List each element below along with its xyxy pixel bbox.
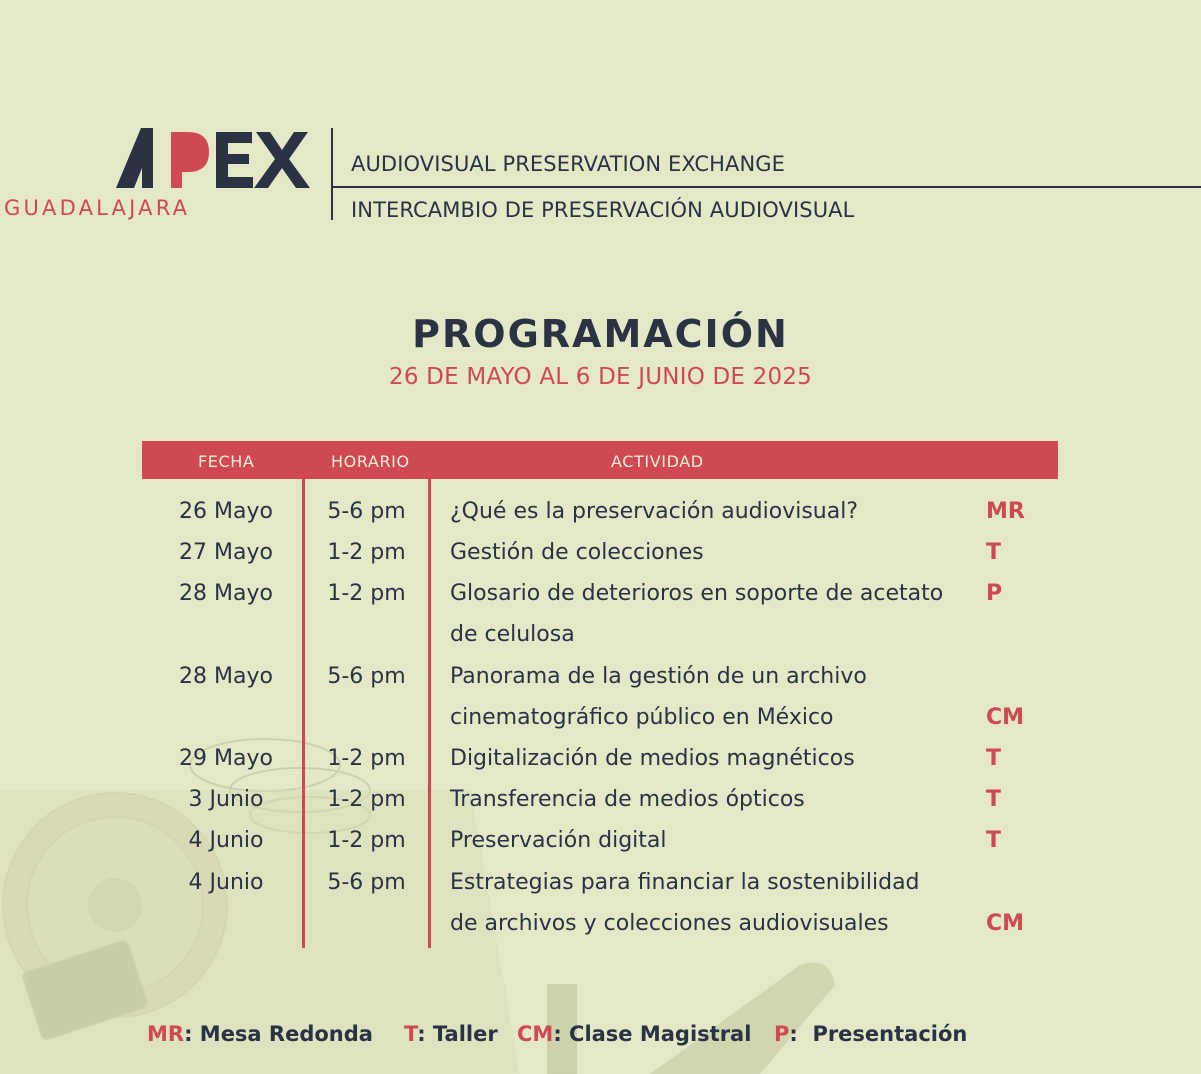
row-type-code: MR	[986, 499, 1025, 524]
legend-label: Taller	[432, 1022, 498, 1046]
table-row	[0, 744, 1201, 785]
row-time: 5-6 pm	[327, 499, 406, 524]
apex-logo-mark	[116, 128, 316, 190]
row-activity: de celulosa	[450, 622, 575, 647]
legend-item-cm	[517, 1022, 751, 1046]
legend-label: Mesa Redonda	[199, 1022, 373, 1046]
table-row	[0, 909, 1201, 950]
row-activity: Panorama de la gestión de un archivo	[450, 664, 867, 689]
legend-separator: :	[184, 1022, 200, 1046]
table-row	[0, 785, 1201, 826]
legend-separator: :	[553, 1022, 570, 1046]
row-date: 28 Mayo	[179, 581, 273, 606]
legend-code: P	[774, 1022, 790, 1046]
row-time: 5-6 pm	[327, 664, 406, 689]
table-row	[0, 868, 1201, 909]
legend-label: Clase Magistral	[569, 1022, 752, 1046]
row-activity: Digitalización de medios magnéticos	[450, 746, 855, 771]
legend-code: MR	[147, 1022, 185, 1046]
row-date: 28 Mayo	[179, 664, 273, 689]
date-range-subtitle: 26 DE MAYO AL 6 DE JUNIO DE 2025	[389, 364, 812, 390]
row-time: 1-2 pm	[327, 746, 406, 771]
row-type-code: T	[986, 540, 1002, 565]
column-header-fecha: FECHA	[198, 452, 255, 471]
legend-item-mr	[147, 1022, 373, 1046]
header-divider-vertical	[331, 128, 333, 220]
table-row	[0, 826, 1201, 867]
row-activity: Glosario de deterioros en soporte de acetato	[450, 581, 944, 606]
row-activity: ¿Qué es la preservación audiovisual?	[450, 499, 859, 524]
header-divider-horizontal	[333, 186, 1201, 188]
row-date: 26 Mayo	[179, 499, 273, 524]
row-activity: de archivos y colecciones audiovisuales	[450, 911, 889, 936]
legend-code: CM	[517, 1022, 554, 1046]
row-activity: Transferencia de medios ópticos	[450, 787, 805, 812]
row-activity: Preservación digital	[450, 828, 667, 853]
row-activity: Gestión de colecciones	[450, 540, 704, 565]
row-date: 4 Junio	[188, 828, 264, 853]
column-header-actividad: ACTIVIDAD	[611, 452, 704, 471]
legend-item-t	[404, 1022, 498, 1046]
table-row	[0, 620, 1201, 661]
row-time: 1-2 pm	[327, 828, 406, 853]
column-header-horario: HORARIO	[331, 452, 410, 471]
tagline-spanish: INTERCAMBIO DE PRESERVACIÓN AUDIOVISUAL	[351, 198, 855, 222]
row-type-code: T	[986, 746, 1002, 771]
table-row	[0, 497, 1201, 538]
row-activity: Estrategias para financiar la sostenibilidad	[450, 870, 920, 895]
row-time: 5-6 pm	[327, 870, 406, 895]
legend-separator: :	[789, 1022, 813, 1046]
row-time: 1-2 pm	[327, 581, 406, 606]
row-date: 3 Junio	[188, 787, 264, 812]
row-time: 1-2 pm	[327, 540, 406, 565]
row-type-code: P	[986, 581, 1003, 606]
legend-separator: :	[417, 1022, 433, 1046]
row-date: 4 Junio	[188, 870, 264, 895]
schedule-table-header	[142, 441, 1058, 479]
legend-code: T	[404, 1022, 418, 1046]
row-type-code: T	[986, 787, 1002, 812]
row-type-code: CM	[986, 705, 1025, 730]
row-type-code: CM	[986, 911, 1025, 936]
row-time: 1-2 pm	[327, 787, 406, 812]
logo-text	[116, 128, 119, 129]
legend-label: Presentación	[812, 1022, 968, 1046]
table-row	[0, 662, 1201, 703]
row-activity: cinematográfico público en México	[450, 705, 834, 730]
table-row	[0, 579, 1201, 620]
legend-item-p	[774, 1022, 967, 1046]
row-type-code: T	[986, 828, 1002, 853]
row-date: 29 Mayo	[179, 746, 273, 771]
table-row	[0, 538, 1201, 579]
page-title: PROGRAMACIÓN	[412, 312, 789, 356]
logo-city: GUADALAJARA	[4, 196, 191, 220]
table-row	[0, 703, 1201, 744]
tagline-english: AUDIOVISUAL PRESERVATION EXCHANGE	[351, 152, 786, 176]
row-date: 27 Mayo	[179, 540, 273, 565]
